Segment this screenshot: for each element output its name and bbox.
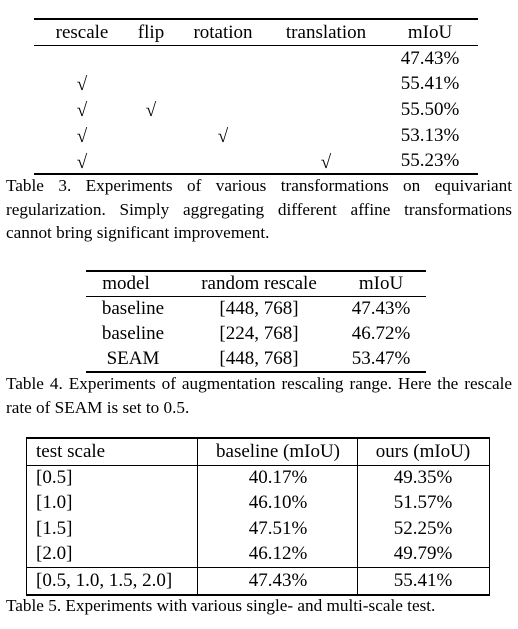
table4-row1-model: baseline: [101, 298, 165, 319]
table3-header-translation: translation: [285, 22, 367, 43]
table5-top-rule: [26, 437, 490, 439]
table4-header-miou: mIoU: [358, 273, 404, 294]
table4-header-range: random rescale: [201, 273, 317, 294]
table5-header-scale: test scale: [36, 441, 106, 462]
table5-header-baseline: baseline (mIoU): [216, 441, 340, 462]
table3-row3-miou: 55.50%: [400, 99, 460, 120]
table5-header-ours: ours (mIoU): [375, 441, 471, 462]
table3-row4-rotation-check: √: [217, 126, 229, 147]
table5-header-rule: [26, 465, 490, 466]
table3-header-miou: mIoU: [407, 22, 453, 43]
table4-row1-miou: 47.43%: [351, 298, 411, 319]
table4-row3-miou: 53.47%: [351, 348, 411, 369]
table5-summary-rule: [26, 567, 490, 568]
table3-header-rotation: rotation: [193, 22, 253, 43]
table3-header-rescale: rescale: [55, 22, 109, 43]
table5-row1-baseline: 40.17%: [248, 467, 308, 488]
table4-row2-model: baseline: [101, 323, 165, 344]
table4-row3-model: SEAM: [106, 348, 160, 369]
table5-left-vertical-rule: [26, 437, 27, 595]
table5-row2-scale: [1.0]: [36, 492, 73, 513]
table3-row4-rescale-check: √: [76, 126, 88, 147]
table5-outer-right-vertical-rule: [489, 437, 490, 595]
table5-row1-ours: 49.35%: [393, 467, 453, 488]
table3-row3-rescale-check: √: [76, 100, 88, 121]
table3-row5-rescale-check: √: [76, 152, 88, 173]
table3-row1-miou: 47.43%: [400, 48, 460, 69]
table3-top-rule: [34, 18, 478, 20]
table5-row1-scale: [0.5]: [36, 467, 73, 488]
table5-middle-vertical-rule: [197, 437, 198, 595]
table5-right-vertical-rule: [357, 437, 358, 595]
table4-row2-range: [224, 768]: [219, 323, 299, 344]
table5-row2-ours: 51.57%: [393, 492, 453, 513]
table5-row5-scale: [0.5, 1.0, 1.5, 2.0]: [36, 570, 173, 591]
table3-row5-miou: 55.23%: [400, 150, 460, 171]
table3-caption: Table 3. Experiments of various transformations on equivariant regularization. Simply aggregating different affine transformations cannot bring significant improvement.: [6, 176, 512, 242]
table4-row3-range: [448, 768]: [219, 348, 299, 369]
table5-caption: Table 5. Experiments with various single- and multi-scale test.: [6, 596, 436, 615]
table5-row3-ours: 52.25%: [393, 518, 453, 539]
table4-header-rule: [86, 296, 426, 297]
table5-row4-baseline: 46.12%: [248, 543, 308, 564]
table5-row5-ours: 55.41%: [393, 570, 453, 591]
table3-row2-miou: 55.41%: [400, 73, 460, 94]
table3-header-flip: flip: [137, 22, 165, 43]
table5-row4-scale: [2.0]: [36, 543, 73, 564]
table3-row4-miou: 53.13%: [400, 125, 460, 146]
table5-row5-baseline: 47.43%: [248, 570, 308, 591]
table3-row5-translation-check: √: [320, 152, 332, 173]
table5-row3-scale: [1.5]: [36, 518, 73, 539]
table3-row3-flip-check: √: [145, 100, 157, 121]
table3-row2-rescale-check: √: [76, 74, 88, 95]
table4-top-rule: [86, 270, 426, 272]
table5-row4-ours: 49.79%: [393, 543, 453, 564]
table4-row2-miou: 46.72%: [351, 323, 411, 344]
table3-header-rule: [34, 45, 478, 46]
table4-caption: Table 4. Experiments of augmentation rescaling range. Here the rescale rate of SEAM is set to 0.5.: [6, 374, 512, 417]
table4-header-model: model: [102, 273, 150, 294]
table5-row3-baseline: 47.51%: [248, 518, 308, 539]
table4-row1-range: [448, 768]: [219, 298, 299, 319]
table5-row2-baseline: 46.10%: [248, 492, 308, 513]
